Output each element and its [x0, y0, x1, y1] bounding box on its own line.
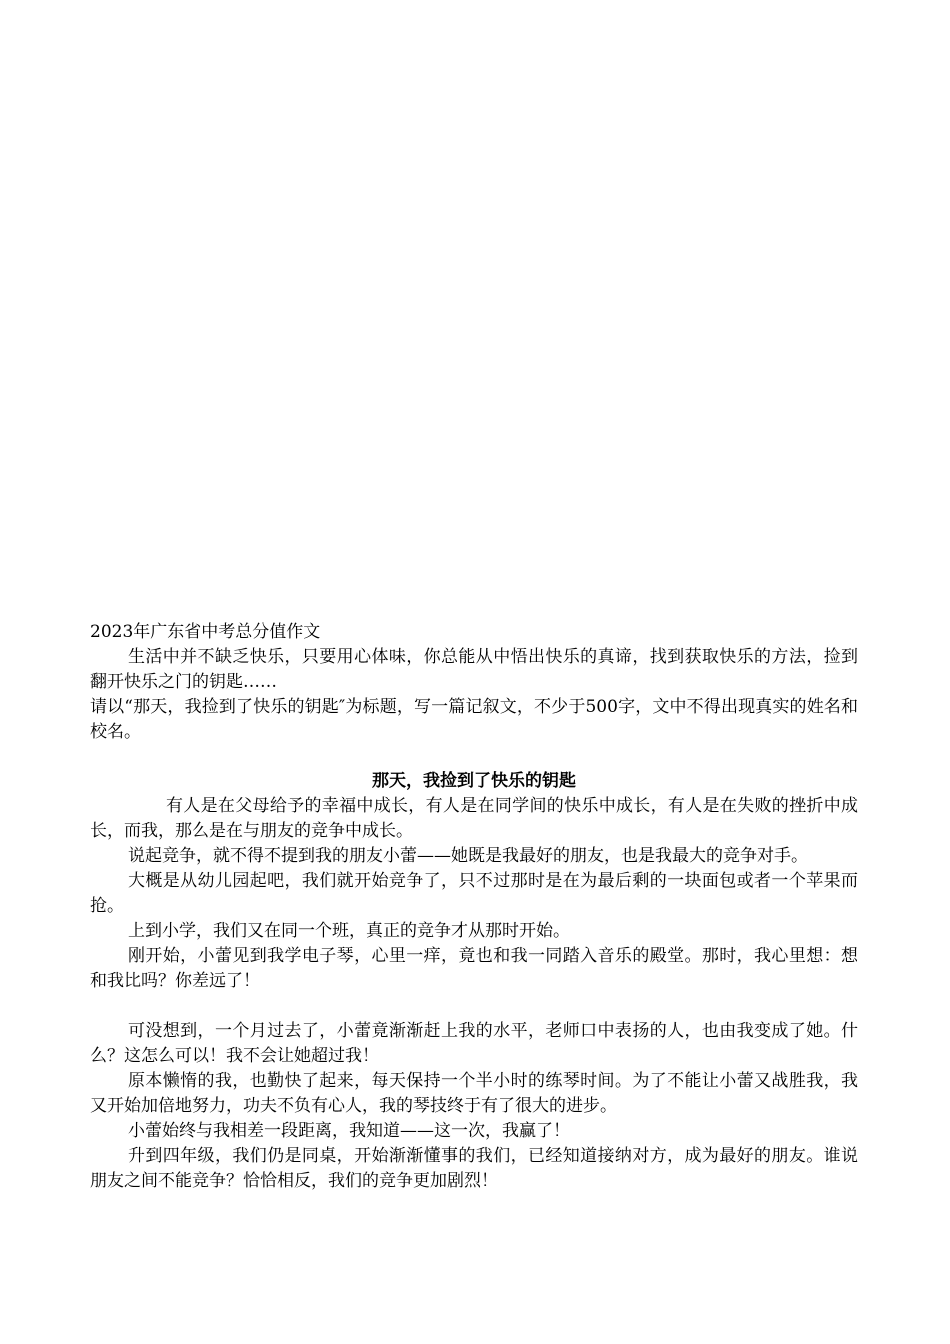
essay-paragraph: 小蕾始终与我相差一段距离，我知道——这一次，我赢了！: [128, 1121, 570, 1141]
paragraph-gap: [90, 994, 858, 1019]
prompt-paragraph-1: 生活中并不缺乏快乐，只要用心体味，你总能从中悟出快乐的真谛，找到获取快乐的方法，捡到翻开快乐之门的钥匙……: [90, 647, 858, 692]
essay-paragraph: 刚开始，小蕾见到我学电子琴，心里一痒，竟也和我一同踏入音乐的殿堂。那时，我心里想：想和我比吗？你差远了！: [90, 946, 858, 991]
document-header-title: 2023年广东省中考总分值作文: [90, 622, 321, 642]
essay-paragraph: 上到小学，我们又在同一个班，真正的竞争才从那时开始。: [128, 921, 570, 941]
essay-paragraph: 有人是在父母给予的幸福中成长，有人是在同学间的快乐中成长，有人是在失败的挫折中成长，而我，那么是在与朋友的竞争中成长。: [90, 796, 858, 841]
essay-paragraph: 说起竞争，就不得不提到我的朋友小蕾——她既是我最好的朋友，也是我最大的竞争对手。: [128, 846, 808, 866]
document-body: [90, 620, 858, 1194]
essay-paragraph: 可没想到，一个月过去了，小蕾竟渐渐赶上我的水平，老师口中表扬的人，也由我变成了她。什么？这怎么可以！我不会让她超过我！: [90, 1021, 858, 1066]
essay-title: 那天，我捡到了快乐的钥匙: [372, 771, 576, 791]
prompt-paragraph-2: 请以“那天，我捡到了快乐的钥匙″为标题，写一篇记叙文，不少于500字，文中不得出现真实的姓名和校名。: [90, 697, 858, 742]
essay-paragraph: 升到四年级，我们仍是同桌，开始渐渐懂事的我们，已经知道接纳对方，成为最好的朋友。谁说朋友之间不能竞争？恰恰相反，我们的竞争更加剧烈！: [90, 1146, 858, 1191]
essay-paragraph: 原本懒惰的我，也勤快了起来，每天保持一个半小时的练琴时间。为了不能让小蕾又战胜我，我又开始加倍地努力，功夫不负有心人，我的琴技终于有了很大的进步。: [90, 1071, 858, 1116]
essay-paragraph: 大概是从幼儿园起吧，我们就开始竞争了，只不过那时是在为最后剩的一块面包或者一个苹果而抢。: [90, 871, 858, 916]
